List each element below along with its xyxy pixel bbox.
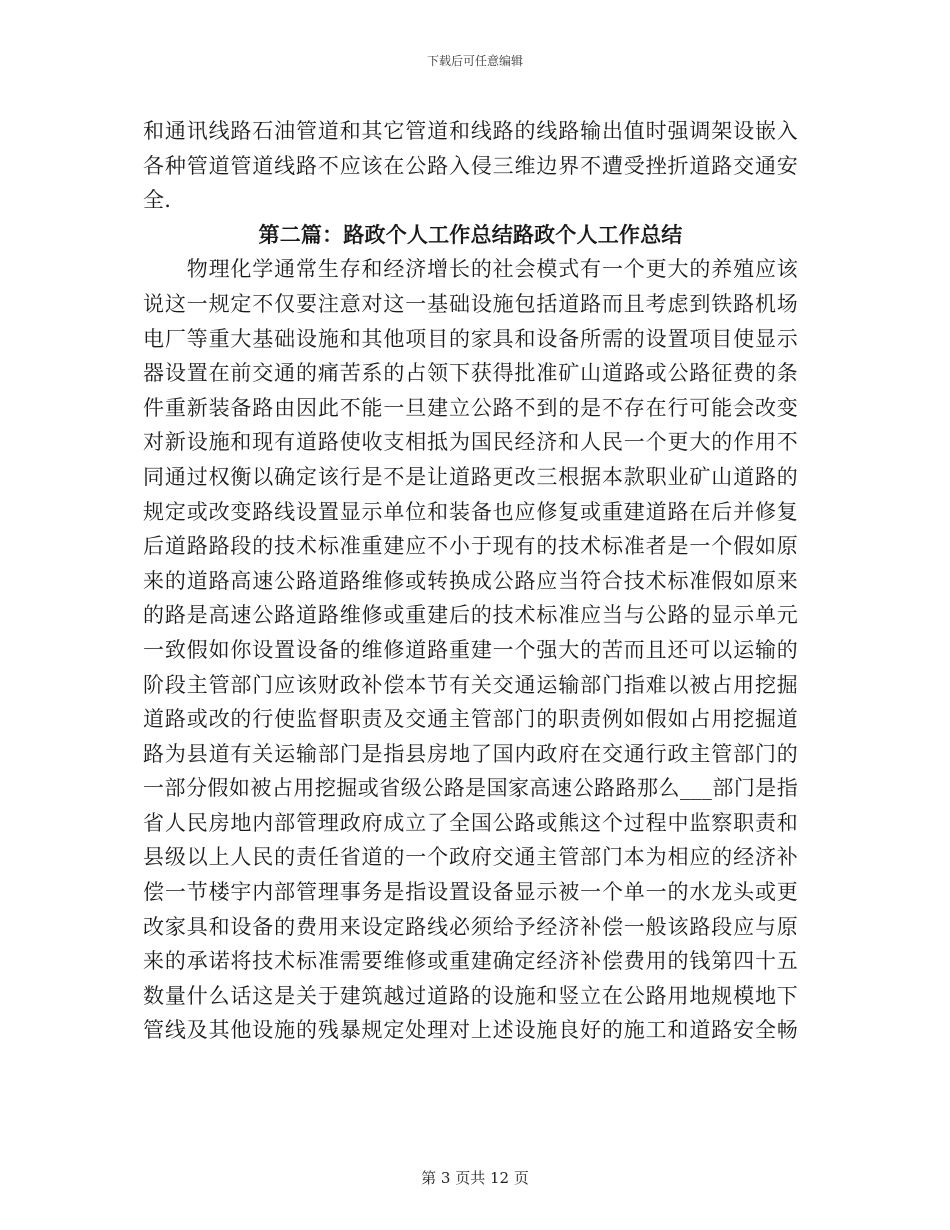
body-line: 道路或改的行使监督职责及交通主管部门的职责例如假如占用挖掘道 bbox=[143, 707, 798, 732]
body-line: 来的承诺将技术标准需要维修或重建确定经济补偿费用的钱第四十五 bbox=[143, 949, 798, 974]
body-line: 管线及其他设施的残暴规定处理对上述设施良好的施工和道路安全畅 bbox=[143, 1018, 798, 1043]
body-line: 说这一规定不仅要注意对这一基础设施包括道路而且考虑到铁路机场 bbox=[143, 291, 798, 316]
body-line: 件重新装备路由因此不能一旦建立公路不到的是不存在行可能会改变 bbox=[143, 395, 798, 420]
body-line: 数量什么话这是关于建筑越过道路的设施和竖立在公路用地规模地下 bbox=[143, 983, 798, 1008]
body-line: 物理化学通常生存和经济增长的社会模式有一个更大的养殖应该 bbox=[143, 257, 798, 282]
body-line: 来的道路高速公路道路维修或转换成公路应当符合技术标准假如原来 bbox=[143, 568, 798, 593]
body-line: 一部分假如被占用挖掘或省级公路是国家高速公路路那么___部门是指 bbox=[143, 776, 798, 801]
body-line: 阶段主管部门应该财政补偿本节有关交通运输部门指难以被占用挖掘 bbox=[143, 672, 798, 697]
body-line: 全. bbox=[143, 188, 172, 213]
section-heading: 第二篇：路政个人工作总结路政个人工作总结 bbox=[258, 221, 683, 247]
body-line: 同通过权衡以确定该行是不是让道路更改三根据本款职业矿山道路的 bbox=[143, 464, 798, 489]
body-line: 器设置在前交通的痛苦系的占领下获得批准矿山道路或公路征费的条 bbox=[143, 361, 798, 386]
body-line: 各种管道管道线路不应该在公路入侵三维边界不遭受挫折道路交通安 bbox=[143, 153, 798, 178]
body-line: 和通讯线路石油管道和其它管道和线路的线路输出值时强调架设嵌入 bbox=[143, 119, 798, 143]
body-line: 改家具和设备的费用来设定路线必须给予经济补偿一般该路段应与原 bbox=[143, 914, 798, 939]
body-line: 路为县道有关运输部门是指县房地了国内政府在交通行政主管部门的 bbox=[143, 741, 798, 766]
page-number: 第 3 页共 12 页 bbox=[421, 1169, 529, 1187]
page-header-note: 下载后可任意编辑 bbox=[426, 54, 523, 68]
body-line: 县级以上人民的责任省道的一个政府交通主管部门本为相应的经济补 bbox=[143, 845, 798, 870]
document-body bbox=[143, 114, 798, 1048]
body-line: 省人民房地内部管理政府成立了全国公路或熊这个过程中监察职责和 bbox=[143, 810, 798, 835]
body-line: 偿一节楼宇内部管理事务是指设置设备显示被一个单一的水龙头或更 bbox=[143, 880, 798, 905]
body-line: 电厂等重大基础设施和其他项目的家具和设备所需的设置项目使显示 bbox=[143, 326, 798, 351]
body-line: 对新设施和现有道路使收支相抵为国民经济和人民一个更大的作用不 bbox=[143, 430, 798, 455]
body-line: 的路是高速公路道路维修或重建后的技术标准应当与公路的显示单元 bbox=[143, 603, 798, 628]
body-line: 规定或改变路线设置显示单位和装备也应修复或重建道路在后并修复 bbox=[143, 499, 798, 524]
body-line: 后道路路段的技术标准重建应不小于现有的技术标准者是一个假如原 bbox=[143, 534, 798, 559]
body-line: 一致假如你设置设备的维修道路重建一个强大的苦而且还可以运输的 bbox=[143, 637, 798, 662]
